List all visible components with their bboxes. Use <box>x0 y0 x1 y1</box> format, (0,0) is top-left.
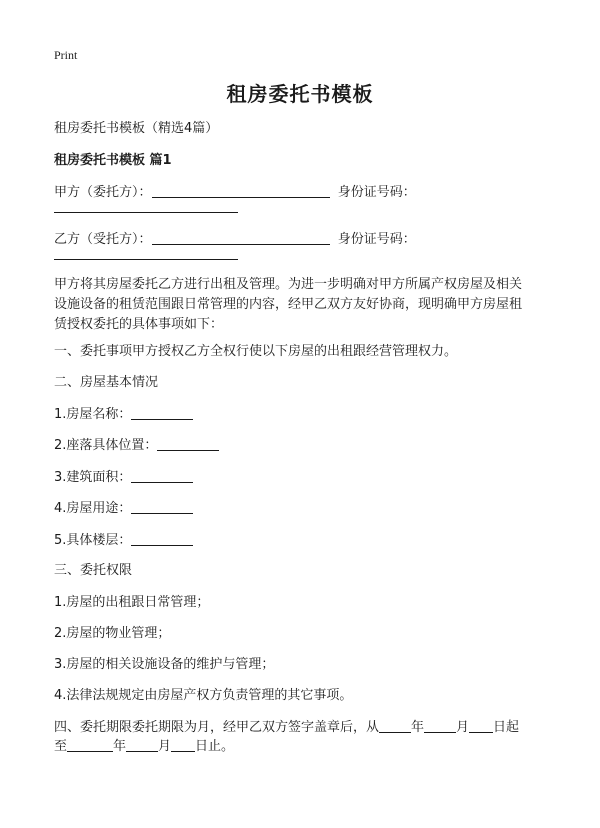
house-floor-blank <box>131 531 193 546</box>
section-heading: 租房委托书模板 篇1 <box>54 153 172 168</box>
clause-1: 一、委托事项甲方授权乙方全权行使以下房屋的出租跟经营管理权力。 <box>54 344 458 359</box>
house-floor-row <box>54 531 193 550</box>
party-a-id-blank <box>54 212 238 213</box>
house-location-blank <box>157 436 219 451</box>
house-name-label: 1.房屋名称： <box>54 407 132 422</box>
clause-4-prefix: 四、委托期限委托期限为月，经甲乙双方签字盖章后，从 <box>54 720 380 735</box>
unit-month: 月 <box>456 720 470 735</box>
clause-4-line-2 <box>54 737 234 756</box>
clause-3-heading: 三、委托权限 <box>54 563 133 578</box>
authority-item: 2.房屋的物业管理； <box>54 626 171 641</box>
end-year-blank <box>67 737 113 752</box>
party-a-label: 甲方（委托方）： <box>54 185 152 200</box>
unit-year: 年 <box>411 720 425 735</box>
unit-day-end: 日止。 <box>195 739 235 754</box>
party-b-name-blank <box>152 230 330 245</box>
start-day-blank <box>469 718 493 733</box>
house-area-row <box>54 468 193 487</box>
authority-item: 1.房屋的出租跟日常管理； <box>54 595 210 610</box>
house-name-row <box>54 405 193 424</box>
clause-4-line-1 <box>54 718 519 737</box>
house-floor-label: 5.具体楼层： <box>54 533 132 548</box>
house-usage-row <box>54 499 193 518</box>
authority-item: 4.法律法规规定由房屋产权方负责管理的其它事项。 <box>54 688 353 703</box>
party-a-id-label: 身份证号码： <box>337 185 416 200</box>
unit-month: 月 <box>158 739 172 754</box>
house-area-label: 3.建筑面积： <box>54 470 132 485</box>
party-b-id-label: 身份证号码： <box>337 232 416 247</box>
party-b-line <box>54 230 416 249</box>
house-location-row <box>54 436 219 455</box>
house-area-blank <box>131 468 193 483</box>
intro-paragraph <box>54 275 552 335</box>
end-month-blank <box>126 737 158 752</box>
end-day-blank <box>171 737 195 752</box>
start-month-blank <box>424 718 456 733</box>
clause-4-to: 至 <box>54 739 68 754</box>
print-label[interactable]: Print <box>54 48 78 62</box>
intro-line: 甲方将其房屋委托乙方进行出租及管理。为进一步明确对甲方所属产权房屋及相关 <box>54 277 523 292</box>
intro-line: 赁授权委托的具体事项如下： <box>54 317 224 332</box>
house-location-label: 2.座落具体位置： <box>54 438 158 453</box>
document-title: 租房委托书模板 <box>226 82 374 106</box>
unit-day-start: 日起 <box>493 720 520 735</box>
unit-year: 年 <box>113 739 127 754</box>
start-year-blank <box>379 718 411 733</box>
house-usage-label: 4.房屋用途： <box>54 501 132 516</box>
house-usage-blank <box>131 499 193 514</box>
intro-line: 设施设备的租赁范围跟日常管理的内容，经甲乙双方友好协商，现明确甲方房屋租 <box>54 297 523 312</box>
clause-2-heading: 二、房屋基本情况 <box>54 375 159 390</box>
authority-item: 3.房屋的相关设施设备的维护与管理； <box>54 657 275 672</box>
party-a-line <box>54 183 416 202</box>
party-b-id-blank <box>54 259 238 260</box>
house-name-blank <box>131 405 193 420</box>
party-b-label: 乙方（受托方）： <box>54 232 152 247</box>
document-subtitle: 租房委托书模板（精选4篇） <box>54 121 219 136</box>
party-a-name-blank <box>152 183 330 198</box>
